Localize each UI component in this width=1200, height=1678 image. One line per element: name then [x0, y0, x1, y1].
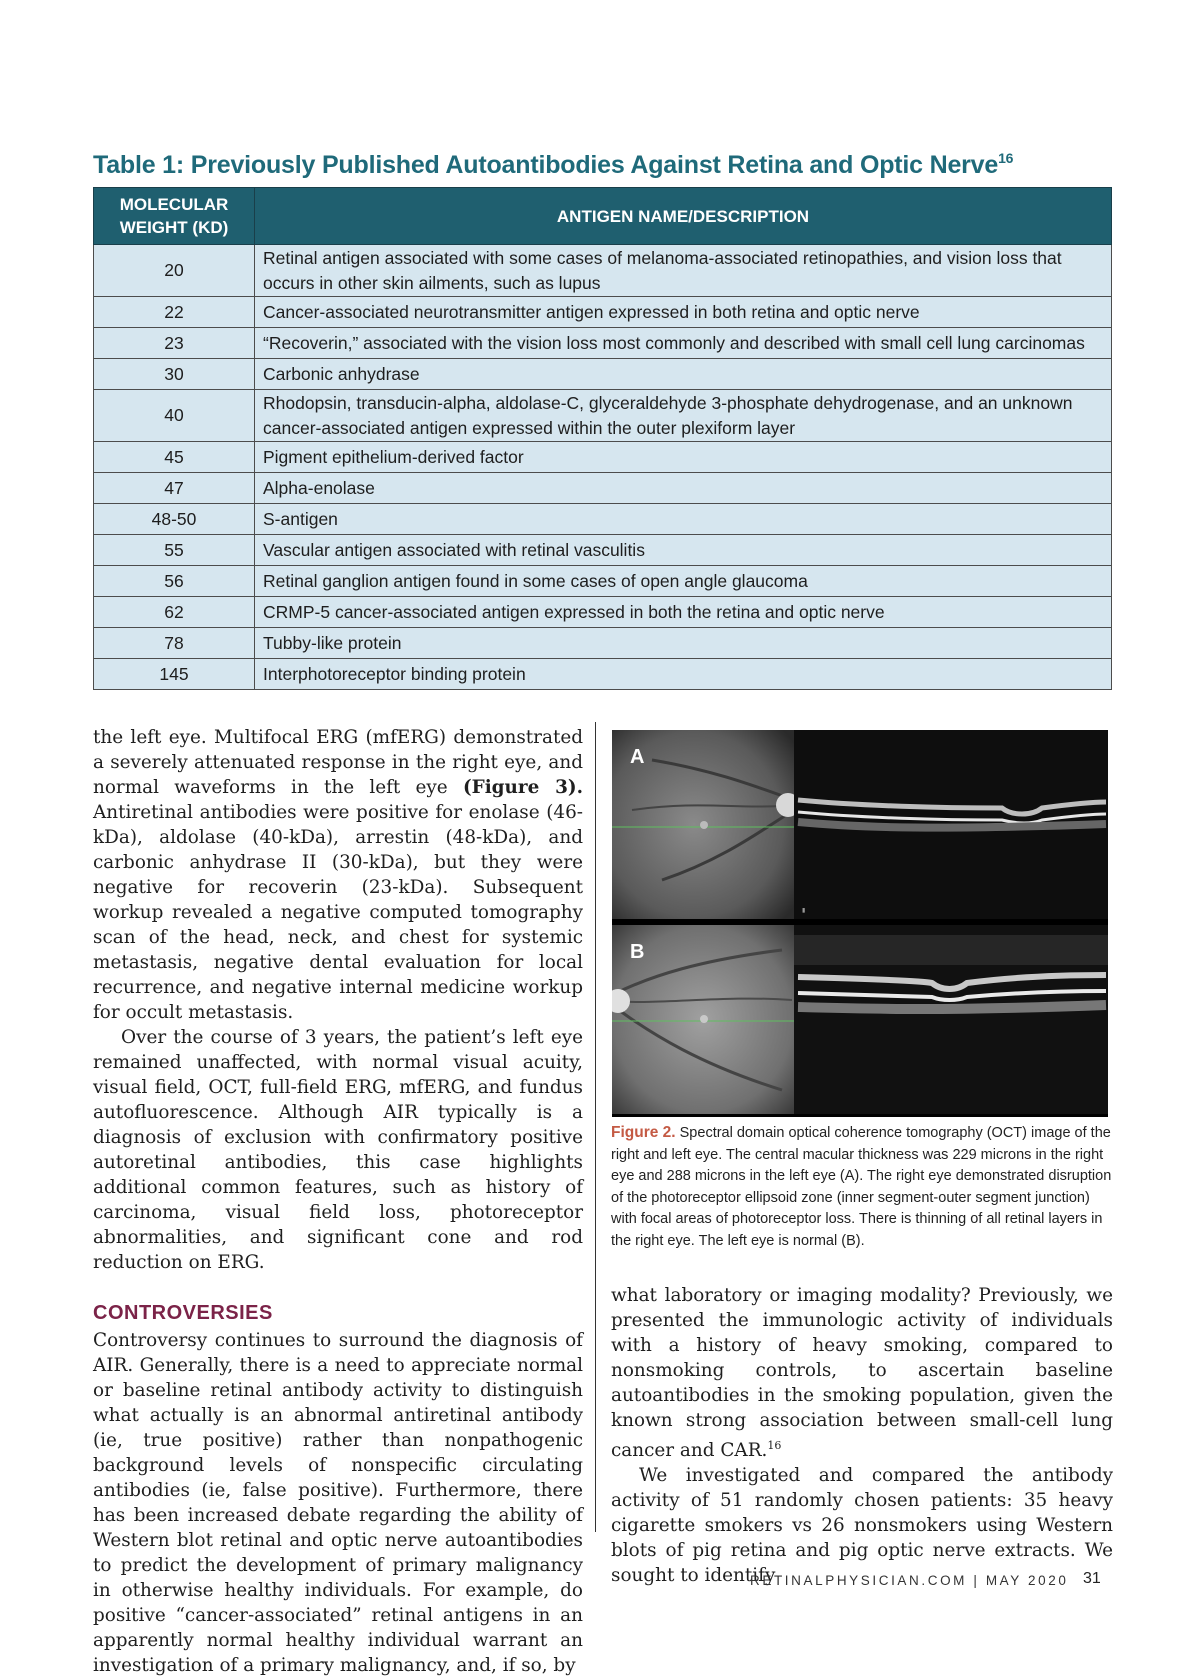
antigen-description-cell: Alpha-enolase	[255, 473, 1112, 504]
figure-label: Figure 2.	[611, 1124, 676, 1141]
molecular-weight-cell: 30	[94, 359, 255, 390]
antigen-description-cell: Interphotoreceptor binding protein	[255, 659, 1112, 690]
molecular-weight-cell: 56	[94, 566, 255, 597]
table-row	[94, 535, 1112, 566]
section-heading: CONTROVERSIES	[93, 1302, 273, 1324]
table-row	[94, 504, 1112, 535]
page-number: 31	[1083, 1570, 1101, 1587]
molecular-weight-cell: 20	[94, 245, 255, 297]
table-row	[94, 566, 1112, 597]
panel-label-a: A	[630, 746, 645, 768]
column-divider	[595, 722, 596, 1532]
antigen-description-cell: Tubby-like protein	[255, 628, 1112, 659]
molecular-weight-cell: 78	[94, 628, 255, 659]
table-row	[94, 628, 1112, 659]
paragraph-text: what laboratory or imaging modality? Previously, we presented the immunologic activity of individuals with a history of heavy smoking, compared to nonsmoking controls, to ascertain baseline autoantibodies in the smoking population, given the known strong association between small-cell lung cancer and CAR.	[611, 1285, 1113, 1462]
antigen-description-cell: “Recoverin,” associated with the vision loss most commonly and described with small cell lung carcinomas	[255, 328, 1112, 359]
oct-scan-image-b	[612, 925, 1108, 1114]
figure-panel-a	[612, 730, 1108, 919]
molecular-weight-cell: 145	[94, 659, 255, 690]
column-header-molecular-weight: MOLECULAR WEIGHT (KD)	[94, 188, 255, 245]
oct-scan-image-a	[612, 730, 1108, 919]
page-footer: RETINALPHYSICIAN.COM | MAY 2020	[750, 1573, 1069, 1588]
molecular-weight-cell: 45	[94, 442, 255, 473]
molecular-weight-cell: 22	[94, 297, 255, 328]
table-row	[94, 473, 1112, 504]
body-paragraph: Over the course of 3 years, the patient’s left eye remained unaffected, with normal visual acuity, visual field, OCT, full-field ERG, mfERG, and fundus autofluorescence. Although AIR typically is a diagnosis of exclusion with confirmatory positive autoretinal antibodies, this case highlights additional common features, such as history of carcinoma, visual field loss, photoreceptor abnormalities, and significant cone and rod reduction on ERG.	[93, 1027, 583, 1273]
table-title	[93, 150, 1113, 180]
antigen-description-cell: CRMP-5 cancer-associated antigen expressed in both the retina and optic nerve	[255, 597, 1112, 628]
table-header-row	[94, 188, 1112, 245]
right-text-column	[611, 1283, 1113, 1588]
table-row	[94, 328, 1112, 359]
antigen-description-cell: Retinal antigen associated with some cases of melanoma-associated retinopathies, and vision loss that occurs in other skin ailments, such as lupus	[255, 245, 1112, 297]
antigen-description-cell: Carbonic anhydrase	[255, 359, 1112, 390]
figure-caption	[611, 1122, 1113, 1252]
antigen-description-cell: Rhodopsin, transducin-alpha, aldolase-C, glyceraldehyde 3-phosphate dehydrogenase, and an unknown cancer-associated antigen expressed within the outer plexiform layer	[255, 390, 1112, 442]
reference-superscript: 16	[767, 1439, 782, 1452]
molecular-weight-cell: 47	[94, 473, 255, 504]
table-title-reference: 16	[998, 150, 1014, 166]
table-row	[94, 297, 1112, 328]
body-paragraph: We investigated and compared the antibody activity of 51 randomly chosen patients: 35 heavy cigarette smokers vs 26 nonsmokers using Western blots of pig retina and pig optic nerve extracts. We sought to identify	[611, 1465, 1113, 1587]
body-paragraph: Controversy continues to surround the diagnosis of AIR. Generally, there is a need to appreciate normal or baseline retinal antibody activity to distinguish what actually is an abnormal antiretinal antibody (ie, true positive) rather than nonpathogenic background levels of nonspecific circulating antibodies (ie, false positive). Furthermore, there has been increased debate regarding the ability of Western blot retinal and optic nerve autoantibodies to predict the development of primary malignancy in otherwise healthy individuals. For example, do positive “cancer-associated” retinal antigens in an apparently normal healthy individual warrant an investigation of a primary malignancy, and, if so, by	[93, 1330, 583, 1676]
antigen-description-cell: Retinal ganglion antigen found in some cases of open angle glaucoma	[255, 566, 1112, 597]
autoantibodies-table	[93, 187, 1112, 690]
table-row	[94, 359, 1112, 390]
antigen-description-cell: S-antigen	[255, 504, 1112, 535]
figure-reference: (Figure 3).	[462, 777, 583, 798]
molecular-weight-cell: 40	[94, 390, 255, 442]
column-header-antigen: ANTIGEN NAME/DESCRIPTION	[255, 188, 1112, 245]
molecular-weight-cell: 62	[94, 597, 255, 628]
antigen-description-cell: Pigment epithelium-derived factor	[255, 442, 1112, 473]
panel-label-b: B	[630, 941, 645, 963]
body-paragraph	[611, 1283, 1113, 1463]
table-row	[94, 442, 1112, 473]
antigen-description-cell: Cancer-associated neurotransmitter antigen expressed in both retina and optic nerve	[255, 297, 1112, 328]
oct-figure	[612, 730, 1108, 1117]
paragraph-text: Antiretinal antibodies were positive for enolase (46-kDa), aldolase (40-kDa), arrestin (48-kDa), and carbonic anhydrase II (30-kDa), but they were negative for recoverin (23-kDa). Subsequent workup revealed a negative computed tomography scan of the head, neck, and chest for systemic metastasis, negative dental evaluation for local recurrence, and negative internal medicine workup for occult metastasis.	[93, 802, 583, 1023]
molecular-weight-cell: 48-50	[94, 504, 255, 535]
antigen-description-cell: Vascular antigen associated with retinal vasculitis	[255, 535, 1112, 566]
molecular-weight-cell: 23	[94, 328, 255, 359]
caption-text: Spectral domain optical coherence tomography (OCT) image of the right and left eye. The central macular thickness was 229 microns in the right eye and 288 microns in the left eye (A). The right eye demonstrated disruption of the photoreceptor ellipsoid zone (inner segment-outer segment junction) with focal areas of photoreceptor loss. There is thinning of all retinal layers in the right eye. The left eye is normal (B).	[611, 1125, 1112, 1249]
svg-text:▮: ▮	[802, 907, 806, 914]
body-paragraph	[93, 725, 583, 1025]
table-row	[94, 245, 1112, 297]
table-title-text: Table 1: Previously Published Autoantibodies Against Retina and Optic Nerve	[93, 151, 999, 179]
figure-panel-b	[612, 925, 1108, 1114]
left-text-column	[93, 725, 583, 1678]
paragraph-text: the left eye. Multifocal ERG (mfERG) demonstrated a severely attenuated response in the right eye, and normal waveforms in the left eye	[93, 727, 583, 798]
table-row	[94, 659, 1112, 690]
table-row	[94, 597, 1112, 628]
table-row	[94, 390, 1112, 442]
molecular-weight-cell: 55	[94, 535, 255, 566]
